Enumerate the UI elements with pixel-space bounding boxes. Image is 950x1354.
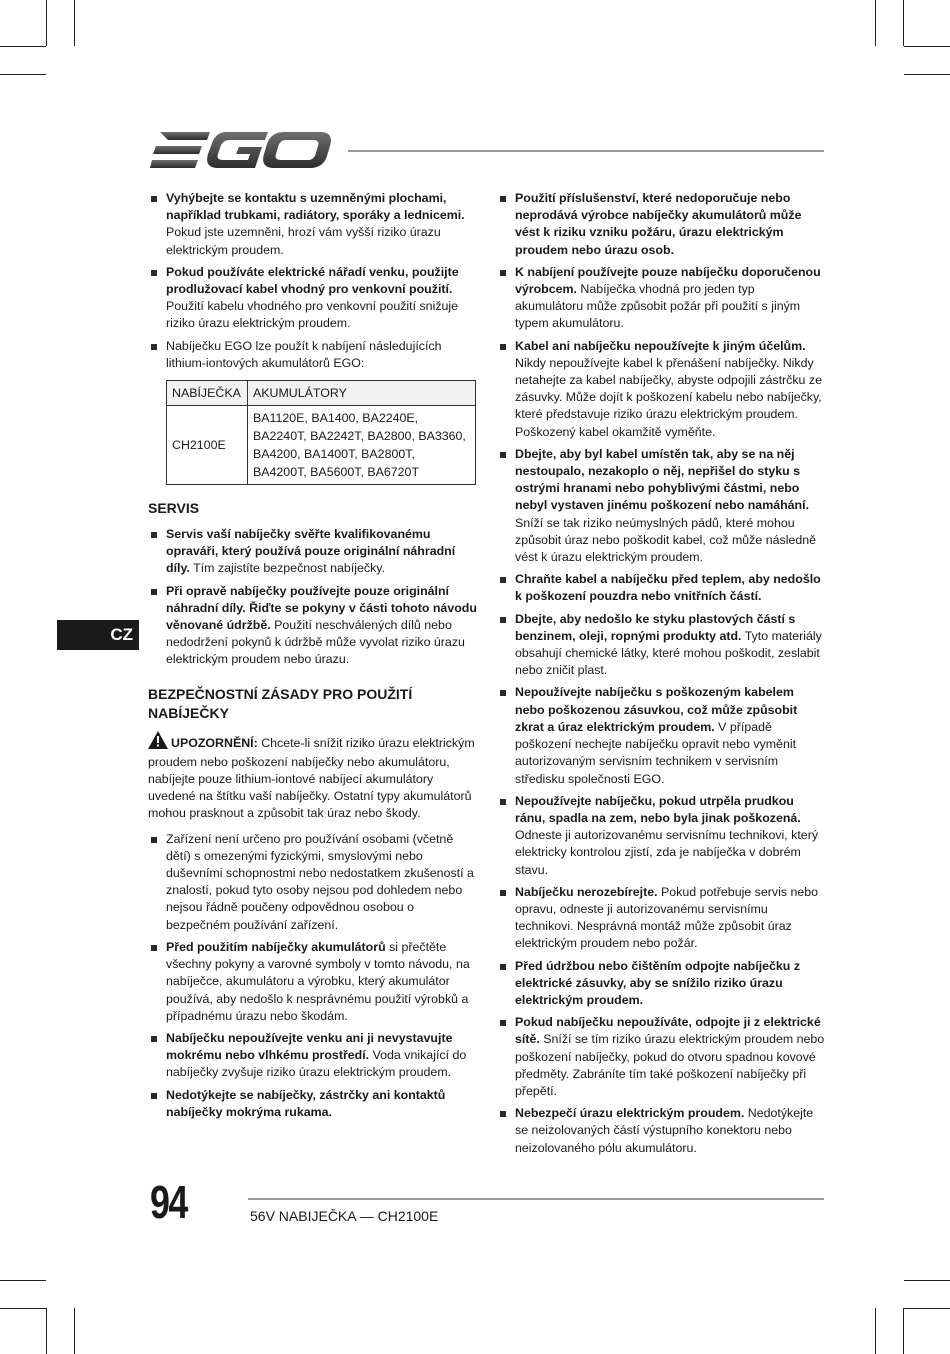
list-item: Při opravě nabíječky používejte pouze originální náhradní díly. Řiďte se pokyny v části tohoto návodu věnované údržbě. Použití neschválených dílů nebo nedodržení pokynů k údržbě může vyvolat riziko úrazu elektrickým proudem nebo úrazu. [148,583,478,669]
header-rule [348,150,824,152]
list-item: Nabíječku nepoužívejte venku ani ji nevystavujte mokrému nebo vlhkému prostředí. Voda vnikající do nabíječky zvyšuje riziko úrazu elektrickým proudem. [148,1030,478,1082]
warning-paragraph: UPOZORNĚNÍ: Chcete-li snížit riziko úrazu elektrickým proudem nebo poškození nabíječky nebo akumulátoru, nabíjejte pouze lithium-iontové nabíjecí akumulátory uvedené na štítku vaší nabíječky. Ostatní typy akumulátorů mohou prasknout a způsobit tak úraz nebo škody. [148,731,478,823]
crop-mark [904,74,950,75]
list-item: K nabíjení používejte pouze nabíječku doporučenou výrobcem. Nabíječka vhodná pro jeden typ akumulátoru může způsobit požár při použití s jiným typem akumulátoru. [497,264,825,333]
table-row [167,406,476,485]
list-item: Chraňte kabel a nabíječku před teplem, aby nedošlo k poškození pouzdra nebo vnitřních částí. [497,571,825,605]
crop-mark [904,1308,950,1309]
footer-rule [248,1198,824,1200]
page-number: 94 [150,1176,187,1228]
section-heading: BEZPEČNOSTNÍ ZÁSADY PRO POUŽITÍ NABÍJEČKY [148,685,413,721]
list-item: Použití příslušenství, které nedoporučuje nebo neprodává výrobce nabíječky akumulátorů může vést k riziku vzniku požáru, úrazu elektrickým proudem nebo úrazu osob. [497,190,825,259]
crop-mark [0,1280,46,1281]
list-item: Pokud používáte elektrické nářadí venku, použijte prodlužovací kabel vhodný pro venkovní použití. Použití kabelu vhodného pro venkovní použití snižuje riziko úrazu elektrickým proudem. [148,264,478,333]
crop-mark [875,1308,876,1354]
crop-mark [0,74,46,75]
crop-mark [904,46,950,47]
footer-title: 56V NABIJEČKA — CH2100E [250,1208,439,1224]
ego-logo [150,130,332,177]
crop-mark [46,1308,47,1354]
warning-triangle-icon [148,731,168,754]
crop-mark [74,1308,75,1354]
crop-mark [0,46,46,47]
crop-mark [903,1308,904,1354]
table-header: NABÍJEČKA [167,381,248,406]
list-item: Nebezpečí úrazu elektrickým proudem. Nedotýkejte se neizolovaných částí výstupního konektoru nebo neizolovaného pólu akumulátoru. [497,1105,825,1157]
list-item: Servis vaší nabíječky svěřte kvalifikovanému opraváři, který používá pouze originální náhradní díly. Tím zajistíte bezpečnost nabíječky. [148,526,478,578]
crop-mark [46,0,47,46]
accumulator-table [166,380,476,485]
crop-mark [875,0,876,46]
list-item: Nabíječku EGO lze použít k nabíjení následujících lithium-iontových akumulátorů EGO: [148,338,478,372]
list-item: Nedotýkejte se nabíječky, zástrčky ani kontaktů nabíječky mokrýma rukama. [148,1087,478,1121]
crop-mark [74,0,75,46]
list-item: Nepoužívejte nabíječku, pokud utrpěla prudkou ránu, spadla na zem, nebo byla jinak poškozená. Odneste ji autorizovanému servisnímu technikovi, který elektricky kontrolou zjistí, zda je nabíječka v dobrém stavu. [497,793,825,879]
list-item: Dbejte, aby nedošlo ke styku plastových částí s benzinem, oleji, ropnými produkty atd. Tyto materiály obsahují chemické látky, které mohou poškodit, zeslabit nebo zničit plast. [497,611,825,680]
list-item: Vyhýbejte se kontaktu s uzemněnými plochami, například trubkami, radiátory, sporáky a lednicemi. Pokud jste uzemněni, hrozí vám vyšší riziko úrazu elektrickým proudem. [148,190,478,259]
list-item: Nepoužívejte nabíječku s poškozeným kabelem nebo poškozenou zásuvkou, což může způsobit zkrat a úraz elektrickým proudem. V případě poškození nechejte nabíječku opravit nebo vyměnit autorizovaným servisním technikem v servisním středisku společnosti EGO. [497,684,825,787]
list-item: Dbejte, aby byl kabel umístěn tak, aby se na něj nestoupalo, nezakoplo o něj, nepřišel do styku s ostrými hranami nebo pohyblivými částmi, nebo nebyl vystaven jinému poškození nebo namáhání. Sníží se tak riziko neúmyslných pádů, které mohou způsobit úraz nebo poškodit kabel, což může následně vést k úrazu elektrickým proudem. [497,446,825,566]
list-item: Před použitím nabíječky akumulátorů si přečtěte všechny pokyny a varovné symboly v tomto návodu, na nabíječce, akumulátoru a výrobku, který akumulátor používá, aby nedošlo k nesprávnému použití výrobků a případnému úrazu nebo škodám. [148,939,478,1025]
list-item: Zařízení není určeno pro používání osobami (včetně dětí) s omezenými fyzickými, smyslovými nebo duševními schopnostmi nebo nedostatkem zkušeností a znalostí, pokud tyto osoby nejsou pod dohledem nebo nejsou řádně poučeny odpovědnou osobou o bezpečném používání zařízení. [148,831,478,934]
crop-mark [904,1280,950,1281]
crop-mark [903,0,904,46]
crop-mark [0,1308,46,1309]
table-cell: CH2100E [167,406,248,485]
list-item: Nabíječku nerozebírejte. Pokud potřebuje servis nebo opravu, odneste ji autorizovanému servisnímu technikovi. Nesprávná montáž může způsobit úraz elektrickým proudem nebo požár. [497,884,825,953]
list-item: Před údržbou nebo čištěním odpojte nabíječku z elektrické zásuvky, aby se snížilo riziko úrazu elektrickým proudem. [497,958,825,1010]
right-column [497,190,825,1162]
table-header-row [167,381,476,406]
section-heading: SERVIS [148,500,200,517]
language-tab: CZ [57,620,139,650]
list-item: Kabel ani nabíječku nepoužívejte k jiným účelům. Nikdy nepoužívejte kabel k přenášení nabíječky. Nikdy netahejte za kabel nabíječky, abyste odpojili zástrčku ze zásuvky. Může dojít k poškození kabelu nebo nabíječky, které představuje riziko úrazu elektrickým proudem. Poškozený kabel okamžitě vyměňte. [497,338,825,441]
table-header: AKUMULÁTORY [248,381,476,406]
table-cell: BA1120E, BA1400, BA2240E, BA2240T, BA2242T, BA2800, BA3360, BA4200, BA1400T, BA2800T, BA4200T, BA5600T, BA6720T [248,406,476,485]
left-column [148,190,478,1126]
list-item: Pokud nabíječku nepoužíváte, odpojte ji z elektrické sítě. Sníží se tím riziko úrazu elektrickým proudem nebo poškození nabíječky, pokud do otvoru spadnou kovové předměty. Zabráníte tím také poškození nabíječky při přepětí. [497,1014,825,1100]
